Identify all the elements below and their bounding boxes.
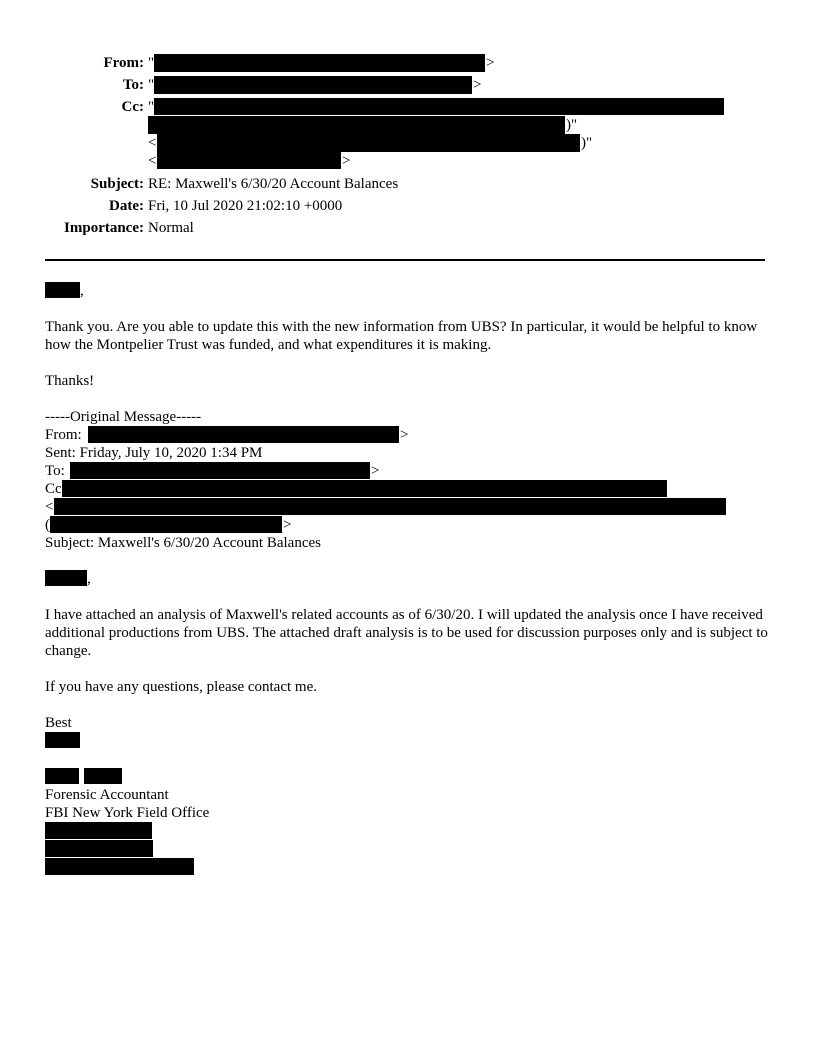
redaction-cc-4 (157, 152, 341, 169)
to-quote: " (148, 77, 155, 93)
original-cc-label: Cc (45, 481, 62, 497)
original-from-angle-close: > (400, 427, 409, 443)
redaction-cc-2 (148, 116, 565, 134)
subject-value: RE: Maxwell's 6/30/20 Account Balances (148, 176, 399, 192)
redaction-signature-last-name (84, 768, 122, 784)
to-angle-close: > (473, 77, 482, 93)
from-label: From: (103, 55, 144, 71)
header-divider (45, 259, 765, 261)
redaction-signature-line-3 (45, 858, 194, 875)
cc-quote-close-1: )" (566, 117, 578, 133)
date-label: Date: (109, 198, 144, 214)
redaction-signoff-name (45, 732, 80, 748)
redaction-signature-first-name (45, 768, 79, 784)
redaction-original-to (70, 462, 370, 479)
redaction-original-greeting-name (45, 570, 87, 586)
redaction-original-cc-1 (62, 480, 667, 497)
to-label: To: (122, 77, 144, 93)
cc-angle-close: > (342, 153, 351, 169)
original-cc-angle-close: > (283, 517, 292, 533)
original-paragraph-1: I have attached an analysis of Maxwell's related accounts as of 6/30/20. I will updated the analysis once I have received additional productions from UBS. The attached draft analysis is to be used for discussion purposes only and is subject to change. (45, 607, 768, 659)
redaction-to (154, 76, 472, 94)
reply-paragraph: Thank you. Are you able to update this with the new information from UBS? In particular, it would be helpful to know how the Montpelier Trust was funded, and what expenditures it is making. (45, 319, 758, 353)
original-from-label: From: (45, 427, 82, 443)
importance-value: Normal (148, 220, 194, 236)
original-greeting-comma: , (87, 571, 91, 587)
cc-quote: " (148, 99, 155, 115)
original-paragraph-2: If you have any questions, please contact me. (45, 679, 317, 695)
original-closing: Best (45, 715, 72, 731)
cc-angle-open-2: < (148, 153, 157, 169)
from-quote: " (148, 55, 155, 71)
signature-office: FBI New York Field Office (45, 805, 210, 821)
date-value: Fri, 10 Jul 2020 21:02:10 +0000 (148, 198, 343, 214)
greeting-comma: , (80, 283, 84, 299)
reply-thanks: Thanks! (45, 373, 95, 389)
redaction-signature-line-1 (45, 822, 152, 839)
original-sent: Sent: Friday, July 10, 2020 1:34 PM (45, 445, 263, 461)
cc-label: Cc: (121, 99, 144, 115)
redaction-original-cc-3 (50, 516, 282, 533)
redaction-cc-1 (154, 98, 724, 115)
cc-quote-close-2: )" (581, 135, 593, 151)
signature-title: Forensic Accountant (45, 787, 169, 803)
redaction-original-cc-2 (54, 498, 726, 515)
original-separator: -----Original Message----- (45, 409, 202, 425)
original-to-label: To: (45, 463, 65, 479)
redaction-signature-line-2 (45, 840, 153, 857)
redaction-greeting-name (45, 282, 80, 298)
redaction-cc-3 (157, 134, 580, 152)
original-cc-angle-open: < (45, 499, 54, 515)
original-cc-paren-open: ( (45, 517, 50, 533)
importance-label: Importance: (64, 220, 144, 236)
from-angle-close: > (486, 55, 495, 71)
subject-label: Subject: (90, 176, 144, 192)
redaction-original-from (88, 426, 399, 443)
redaction-from (154, 54, 485, 72)
original-subject: Subject: Maxwell's 6/30/20 Account Balances (45, 535, 321, 551)
cc-angle-open-1: < (148, 135, 157, 151)
original-to-angle-close: > (371, 463, 380, 479)
